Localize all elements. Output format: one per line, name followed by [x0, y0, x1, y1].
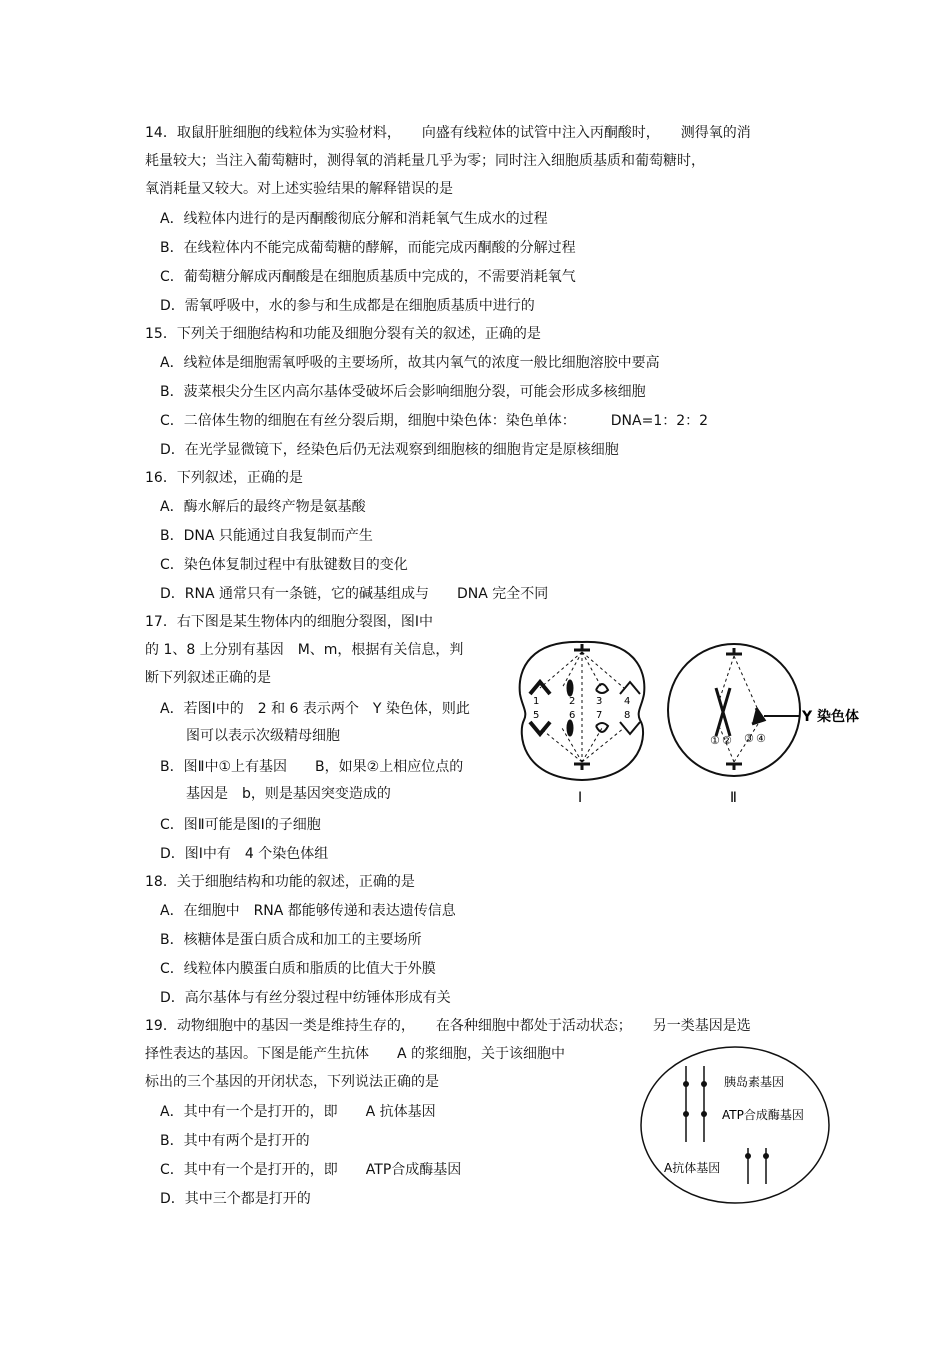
q14-option-d: D．需氧呼吸中，水的参与和生成都是在细胞质基质中进行的	[160, 298, 535, 314]
q19-option-d: D．其中三个都是打开的	[160, 1191, 311, 1207]
plasma-cell-figure	[638, 1044, 834, 1206]
chrom-num-8: 8	[624, 710, 631, 721]
q19-stem-line-2: 择性表达的基因。下图是能产生抗体 A 的浆细胞，关于该细胞中	[145, 1046, 566, 1062]
chrom-num-5: 5	[533, 710, 540, 721]
q16-stem: 16．下列叙述，正确的是	[145, 470, 303, 486]
cell-I-label: Ⅰ	[578, 790, 583, 806]
q18-option-d: D．高尔基体与有丝分裂过程中纺锤体形成有关	[160, 990, 451, 1006]
chrom-num-II-1: ①	[710, 734, 720, 747]
q14-option-c: C．葡萄糖分解成丙酮酸是在细胞质基质中完成的，不需要消耗氧气	[160, 269, 576, 285]
cell-II-diagram	[668, 644, 800, 776]
q15-option-b: B．菠菜根尖分生区内高尔基体受破坏后会影响细胞分裂，可能会形成多核细胞	[160, 384, 646, 400]
q17-stem-line-2: 的 1、8 上分别有基因 M、m，根据有关信息，判	[145, 642, 464, 658]
q14-stem-line-2: 耗量较大；当注入葡萄糖时，测得氧的消耗量几乎为零；同时注入细胞质基质和葡萄糖时，	[145, 153, 705, 169]
chrom-num-6: 6	[569, 710, 576, 721]
q14-option-a: A．线粒体内进行的是丙酮酸彻底分解和消耗氧气生成水的过程	[160, 211, 548, 227]
q17-stem-line-1: 17．右下图是某生物体内的细胞分裂图，图Ⅰ中	[145, 614, 433, 630]
q16-option-a: A．酶水解后的最终产物是氨基酸	[160, 499, 366, 515]
chrom-num-3: 3	[596, 696, 603, 707]
q14-stem-line-3: 氧消耗量又较大。对上述实验结果的解释错误的是	[145, 181, 453, 197]
q18-option-b: B．核糖体是蛋白质合成和加工的主要场所	[160, 932, 422, 948]
q17-option-d: D．图Ⅰ中有 4 个染色体组	[160, 846, 329, 862]
q14-option-b: B．在线粒体内不能完成葡萄糖的酵解，而能完成丙酮酸的分解过程	[160, 240, 576, 256]
chrom-num-7: 7	[596, 710, 603, 721]
q17-option-a: A．若图Ⅰ中的 2 和 6 表示两个 Y 染色体，则此	[160, 701, 470, 717]
q15-stem: 15．下列关于细胞结构和功能及细胞分裂有关的叙述，正确的是	[145, 326, 541, 342]
q17-option-b: B．图Ⅱ中①上有基因 B，如果②上相应位点的	[160, 759, 464, 775]
q19-option-c: C．其中有一个是打开的，即 ATP合成酶基因	[160, 1162, 462, 1178]
q18-option-c: C．线粒体内膜蛋白质和脂质的比值大于外膜	[160, 961, 436, 977]
q15-option-a: A．线粒体是细胞需氧呼吸的主要场所，故其内氧气的浓度一般比细胞溶胶中要高	[160, 355, 660, 371]
y-chromosome-label: Y 染色体	[802, 709, 860, 725]
chrom-num-II-4: ④	[756, 732, 766, 745]
cell-II-label: Ⅱ	[730, 790, 737, 806]
q17-stem-line-3: 断下列叙述正确的是	[145, 670, 271, 686]
chrom-num-II-3: ③	[744, 732, 754, 745]
insulin-gene-label: 胰岛素基因	[724, 1075, 785, 1089]
q16-option-b: B．DNA 只能通过自我复制而产生	[160, 528, 373, 544]
q14-stem-line-1: 14．取鼠肝脏细胞的线粒体为实验材料， 向盛有线粒体的试管中注入丙酮酸时， 测得氧的消	[145, 125, 751, 141]
chrom-num-4: 4	[624, 696, 631, 707]
q17-option-b-cont: 基因是 b，则是基因突变造成的	[186, 786, 391, 802]
q15-option-d: D．在光学显微镜下，经染色后仍无法观察到细胞核的细胞肯定是原核细胞	[160, 442, 619, 458]
chrom-num-II-2: ②	[722, 734, 732, 747]
q19-option-a: A．其中有一个是打开的，即 A 抗体基因	[160, 1104, 436, 1120]
cell-I-spindle	[540, 644, 624, 770]
q19-option-b: B．其中有两个是打开的	[160, 1133, 310, 1149]
cell-outline	[641, 1047, 829, 1203]
q17-option-a-cont: 图可以表示次级精母细胞	[186, 728, 340, 744]
q16-option-c: C．染色体复制过程中有肽键数目的变化	[160, 557, 408, 573]
q19-stem-line-1: 19．动物细胞中的基因一类是维持生存的， 在各种细胞中都处于活动状态； 另一类基因是选	[145, 1018, 751, 1034]
q17-option-c: C．图Ⅱ可能是图Ⅰ的子细胞	[160, 817, 321, 833]
q18-stem: 18．关于细胞结构和功能的叙述，正确的是	[145, 874, 415, 890]
q19-stem-line-3: 标出的三个基因的开闭状态，下列说法正确的是	[145, 1074, 439, 1090]
antibody-a-gene-label: A抗体基因	[664, 1161, 721, 1175]
chrom-num-1: 1	[533, 696, 540, 707]
cell-I-chromosomes	[530, 680, 640, 736]
cell-division-figure	[512, 628, 872, 806]
atp-synthase-gene-label: ATP合成酶基因	[722, 1108, 804, 1122]
q16-option-d: D．RNA 通常只有一条链，它的碱基组成与 DNA 完全不同	[160, 586, 549, 602]
q15-option-c: C．二倍体生物的细胞在有丝分裂后期，细胞中染色体：染色单体： DNA=1：2：2	[160, 413, 709, 429]
chrom-num-2: 2	[569, 696, 576, 707]
q18-option-a: A．在细胞中 RNA 都能够传递和表达遗传信息	[160, 903, 456, 919]
